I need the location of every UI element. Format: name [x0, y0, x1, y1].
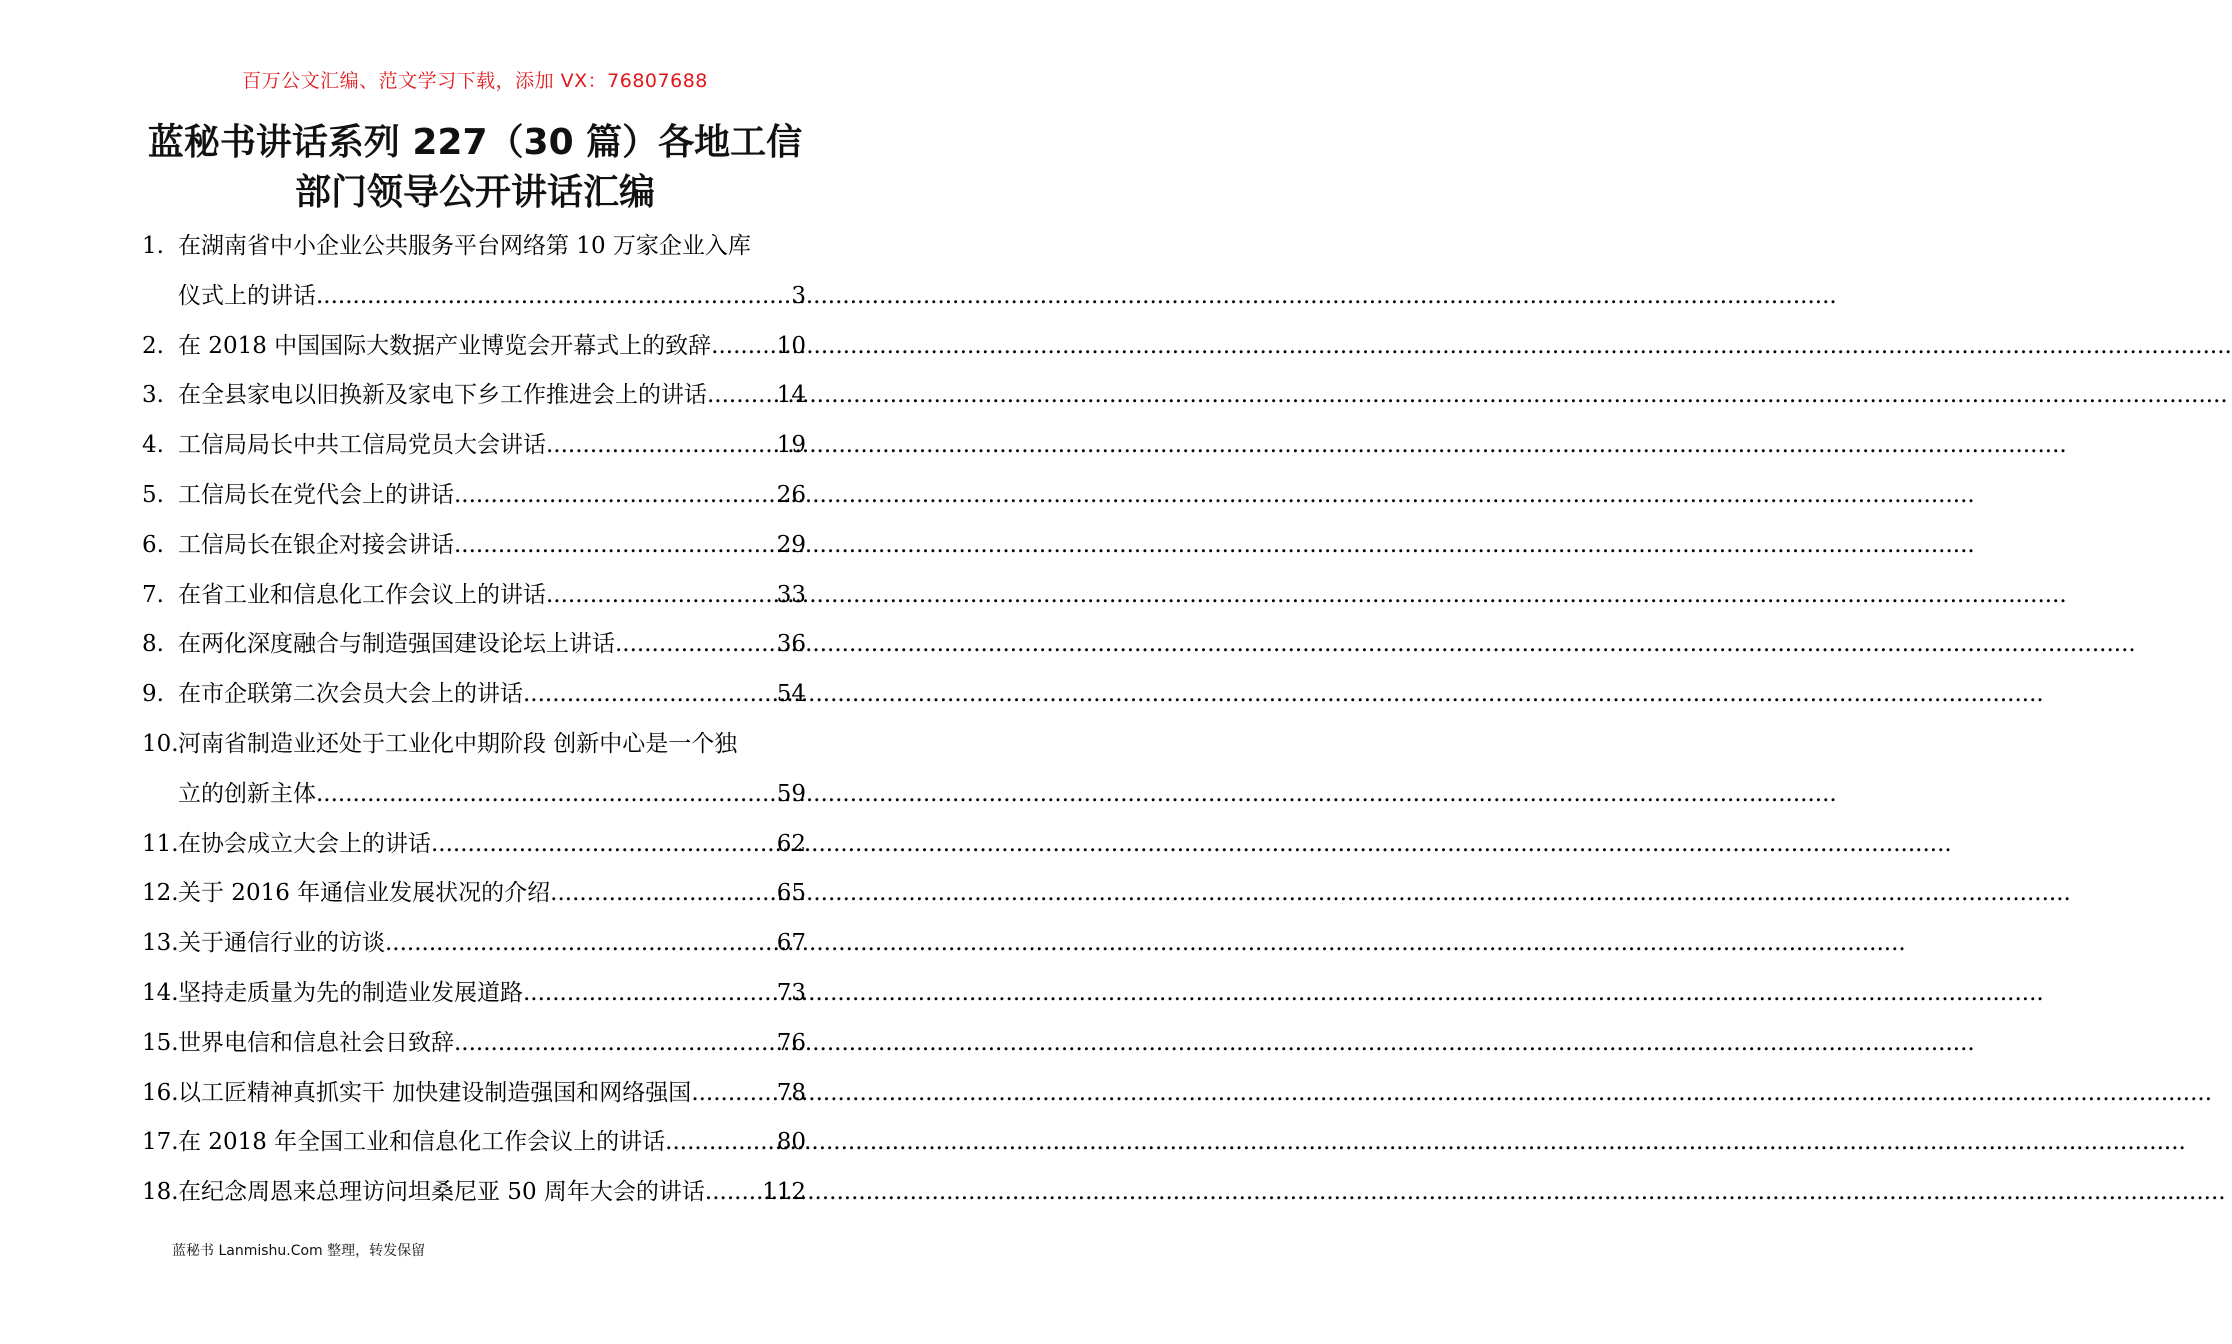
toc-entry-number: 8. — [142, 631, 164, 658]
toc-entry-line — [178, 322, 806, 372]
toc-entry-number: 14. — [142, 979, 179, 1006]
dot-leader — [615, 620, 777, 670]
toc-entry-line — [178, 770, 806, 820]
toc-entry[interactable] — [142, 471, 806, 521]
dot-leader — [523, 670, 777, 720]
toc-entry-number: 7. — [142, 581, 164, 608]
footer-note: 蓝秘书 Lanmishu.Com 整理，转发保留 — [172, 1243, 426, 1259]
toc-entry-line — [178, 969, 806, 1019]
toc-entry-body — [178, 521, 806, 571]
toc-entry-page-number: 73 — [776, 979, 806, 1006]
dot-leader — [431, 820, 777, 870]
dot-leader — [550, 869, 777, 919]
toc-entry-title: 坚持走质量为先的制造业发展道路 — [178, 979, 523, 1006]
toc-entry[interactable] — [142, 720, 806, 820]
toc-entry-page-number: 3 — [791, 282, 806, 309]
toc-entry-number: 2. — [142, 332, 164, 359]
dot-leader — [454, 471, 777, 521]
toc-entry-line — [178, 919, 806, 969]
toc-entry-page-number: 54 — [776, 681, 806, 708]
toc-entry[interactable] — [142, 820, 806, 870]
toc-entry-page-number: 19 — [776, 432, 806, 459]
toc-entry-body — [178, 720, 806, 820]
toc-entry[interactable] — [142, 571, 806, 621]
toc-entry[interactable] — [142, 1118, 806, 1168]
dot-leader — [385, 919, 777, 969]
toc-entry-title: 在 2018 年全国工业和信息化工作会议上的讲话 — [178, 1129, 666, 1156]
toc-entry[interactable] — [142, 521, 806, 571]
toc-entry-line — [178, 421, 806, 471]
toc-entry-title: 在两化深度融合与制造强国建设论坛上讲话 — [178, 631, 615, 658]
toc-entry-page-number: 76 — [776, 1029, 806, 1056]
toc-entry-line — [178, 272, 806, 322]
toc-entry-line — [178, 471, 806, 521]
toc-entry-body — [178, 820, 806, 870]
toc-entry-title: 关于通信行业的访谈 — [178, 930, 385, 957]
toc-entry-title: 在省工业和信息化工作会议上的讲话 — [178, 581, 546, 608]
toc-entry-page-number: 62 — [776, 830, 806, 857]
toc-entry-title: 立的创新主体 — [178, 780, 316, 807]
toc-entry-body — [178, 322, 806, 372]
toc-entry[interactable] — [142, 620, 806, 670]
toc-entry-page-number: 29 — [776, 531, 806, 558]
toc-entry-page-number: 59 — [776, 780, 806, 807]
toc-entry-page-number: 36 — [776, 631, 806, 658]
document-page — [0, 0, 950, 1344]
dot-leader — [711, 322, 777, 372]
toc-entry-number: 12. — [142, 880, 179, 907]
toc-entry-page-number: 67 — [776, 930, 806, 957]
toc-entry-body — [178, 919, 806, 969]
dot-leader — [707, 371, 777, 421]
toc-entry[interactable] — [142, 222, 806, 322]
toc-entry-page-number: 10 — [776, 332, 806, 359]
toc-entry-line — [178, 371, 806, 421]
toc-entry-number: 6. — [142, 531, 164, 558]
toc-entry[interactable] — [142, 421, 806, 471]
toc-entry-number: 4. — [142, 432, 164, 459]
toc-entry-title: 以工匠精神真抓实干 加快建设制造强国和网络强国 — [178, 1079, 692, 1106]
toc-entry[interactable] — [142, 1019, 806, 1069]
toc-entry-body — [178, 471, 806, 521]
dot-leader — [691, 1069, 776, 1119]
toc-entry-number: 5. — [142, 481, 164, 508]
toc-entry-body — [178, 222, 806, 322]
toc-entry-line — [178, 620, 806, 670]
dot-leader — [523, 969, 777, 1019]
toc-entry[interactable] — [142, 1069, 806, 1119]
toc-entry-body — [178, 620, 806, 670]
toc-entry-body — [178, 869, 806, 919]
toc-entry-body — [178, 1069, 806, 1119]
toc-entry-line — [178, 820, 806, 870]
toc-entry-body — [178, 421, 806, 471]
toc-entry-page-number: 33 — [776, 581, 806, 608]
dot-leader — [454, 1019, 777, 1069]
toc-entry-body — [178, 1019, 806, 1069]
dot-leader — [454, 521, 777, 571]
toc-entry-line — [178, 521, 806, 571]
toc-entry-title: 工信局长在党代会上的讲话 — [178, 481, 454, 508]
toc-entry-number: 1. — [142, 233, 164, 259]
dot-leader — [705, 1168, 762, 1218]
dot-leader — [665, 1118, 777, 1168]
toc-entry-line — [178, 869, 806, 919]
toc-entry-page-number: 80 — [776, 1129, 806, 1156]
toc-entry-number: 17. — [142, 1129, 179, 1156]
toc-entry[interactable] — [142, 969, 806, 1019]
dot-leader — [546, 421, 777, 471]
title-line-1: 蓝秘书讲话系列 227（30 篇）各地工信 — [147, 122, 803, 163]
toc-entry-title-first-line: 在湖南省中小企业公共服务平台网络第 10 万家企业入库 — [178, 233, 751, 259]
toc-entry-title: 仪式上的讲话 — [178, 282, 316, 309]
toc-entry-number: 15. — [142, 1029, 179, 1056]
toc-entry-number: 16. — [142, 1079, 179, 1106]
toc-entry-title: 在纪念周恩来总理访问坦桑尼亚 50 周年大会的讲话 — [178, 1179, 705, 1206]
toc-entry-body — [178, 1168, 806, 1218]
toc-entry-body — [178, 1118, 806, 1168]
toc-entry[interactable] — [142, 869, 806, 919]
toc-entry-title: 世界电信和信息社会日致辞 — [178, 1029, 454, 1056]
toc-entry-line — [178, 1019, 806, 1069]
dot-leader — [546, 571, 777, 621]
promo-banner: 百万公文汇编、范文学习下载，添加 VX：76807688 — [242, 70, 708, 92]
toc-entry[interactable] — [142, 371, 806, 421]
document-title — [90, 118, 860, 218]
toc-entry-title: 在全县家电以旧换新及家电下乡工作推进会上的讲话 — [178, 382, 707, 409]
toc-entry-title: 在协会成立大会上的讲话 — [178, 830, 431, 857]
toc-entry[interactable] — [142, 322, 806, 372]
toc-entry-body — [178, 371, 806, 421]
toc-entry-body — [178, 571, 806, 621]
toc-entry-number: 18. — [142, 1179, 179, 1206]
toc-entry-page-number: 14 — [776, 382, 806, 409]
toc-entry-line — [178, 571, 806, 621]
toc-entry-number: 3. — [142, 382, 164, 409]
toc-entry-number: 13. — [142, 930, 179, 957]
toc-entry-number: 9. — [142, 681, 164, 708]
toc-entry-title: 工信局局长中共工信局党员大会讲话 — [178, 432, 546, 459]
title-line-2: 部门领导公开讲话汇编 — [294, 172, 655, 213]
toc-entry[interactable] — [142, 670, 806, 720]
toc-entry-page-number: 26 — [776, 481, 806, 508]
toc-entry-page-number: 78 — [776, 1079, 806, 1106]
toc-entry-body — [178, 670, 806, 720]
dot-leader — [316, 272, 791, 322]
toc-entry-line — [178, 1168, 806, 1218]
toc-entry-title: 关于 2016 年通信业发展状况的介绍 — [178, 880, 551, 907]
toc-entry-number: 11. — [142, 830, 179, 857]
toc-entry-title: 工信局长在银企对接会讲话 — [178, 531, 454, 558]
toc-entry-title: 在 2018 中国国际大数据产业博览会开幕式上的致辞 — [178, 332, 712, 359]
dot-leader — [316, 770, 777, 820]
toc-entry-title: 在市企联第二次会员大会上的讲话 — [178, 681, 523, 708]
toc-entry[interactable] — [142, 1168, 806, 1218]
toc-entry-line — [178, 1118, 806, 1168]
toc-entry-page-number: 65 — [776, 880, 806, 907]
toc-entry-line — [178, 1069, 806, 1119]
table-of-contents — [142, 222, 806, 1218]
toc-entry-title-first-line: 河南省制造业还处于工业化中期阶段 创新中心是一个独 — [178, 730, 738, 757]
toc-entry-body — [178, 969, 806, 1019]
toc-entry-page-number: 112 — [762, 1179, 806, 1206]
toc-entry-line — [178, 670, 806, 720]
toc-entry[interactable] — [142, 919, 806, 969]
toc-entry-number: 10. — [142, 730, 179, 757]
